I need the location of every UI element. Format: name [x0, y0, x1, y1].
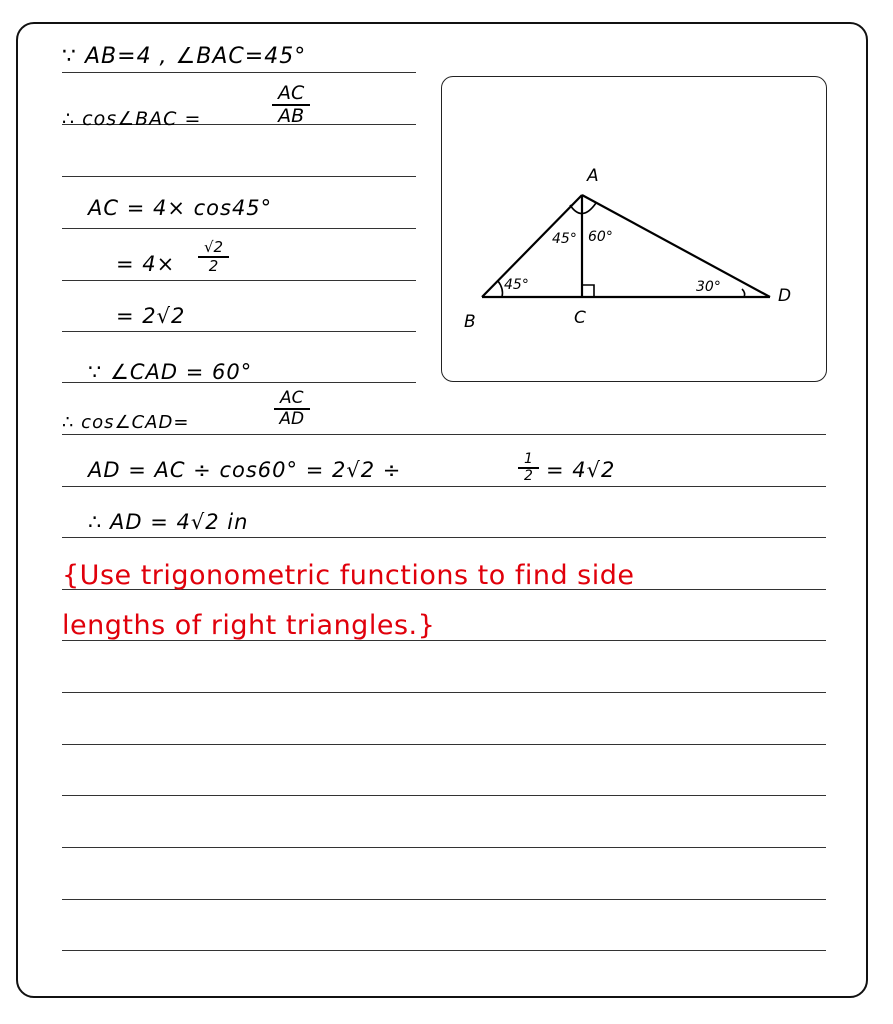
ac-result-line: = 2√2: [116, 304, 186, 328]
ruled-line: [62, 72, 416, 73]
fraction-denominator: AB: [278, 104, 305, 127]
ruled-line: [62, 950, 826, 951]
label-angle-b: 45°: [504, 277, 529, 293]
fraction-ac-ab: [272, 84, 310, 127]
ruled-line: [62, 795, 826, 796]
ruled-line: [62, 176, 416, 177]
triangle-figure: [442, 77, 828, 383]
fraction-numerator: AC: [272, 84, 310, 106]
label-angle-bac: 45°: [552, 231, 577, 247]
ac-substitution-line: = 4×: [116, 252, 176, 276]
note-line-1: {Use trigonometric functions to find side: [62, 560, 635, 591]
ruled-line: [62, 847, 826, 848]
fraction-ac-ad: [274, 390, 310, 429]
label-b: B: [464, 312, 476, 332]
label-d: D: [778, 286, 792, 306]
ruled-line: [62, 434, 826, 435]
ad-calculation-result: = 4√2: [546, 458, 616, 482]
given-angle-line: ∵ ∠CAD = 60°: [88, 360, 253, 384]
note-line-2: lengths of right triangles.}: [62, 610, 436, 641]
ruled-line: [62, 692, 826, 693]
cos-cad-line: ∴ cos∠CAD=: [62, 412, 190, 433]
ruled-line: [62, 899, 826, 900]
ruled-line: [62, 486, 826, 487]
ruled-line: [62, 228, 416, 229]
fraction-denominator: AD: [279, 408, 305, 429]
given-line: ∵ AB=4 , ∠BAC=45°: [62, 44, 307, 69]
angle-arc-d: [742, 289, 745, 297]
ruled-line: [62, 280, 416, 281]
ruled-line: [62, 537, 826, 538]
ad-calculation-line: AD = AC ÷ cos60° = 2√2 ÷: [88, 458, 402, 482]
fraction-one-half: [518, 452, 539, 484]
fraction-denominator: 2: [524, 467, 533, 484]
fraction-denominator: 2: [208, 256, 219, 275]
cos-bac-line: ∴ cos∠BAC =: [62, 108, 202, 130]
fraction-numerator: √2: [198, 240, 229, 258]
ruled-line: [62, 331, 416, 332]
right-angle-mark: [582, 285, 594, 297]
segment-ad: [582, 195, 770, 297]
ac-equation-line: AC = 4× cos45°: [88, 196, 273, 220]
fraction-numerator: AC: [274, 390, 310, 410]
final-answer-line: ∴ AD = 4√2 in: [88, 510, 249, 534]
label-a: A: [587, 166, 599, 186]
fraction-root2-over-2: [198, 240, 229, 274]
ruled-line: [62, 744, 826, 745]
triangle-diagram: [441, 76, 827, 382]
fraction-numerator: 1: [518, 452, 539, 469]
label-angle-cad: 60°: [588, 229, 613, 245]
label-angle-d: 30°: [696, 279, 721, 295]
label-c: C: [574, 308, 586, 328]
angle-arc-b: [498, 281, 503, 297]
